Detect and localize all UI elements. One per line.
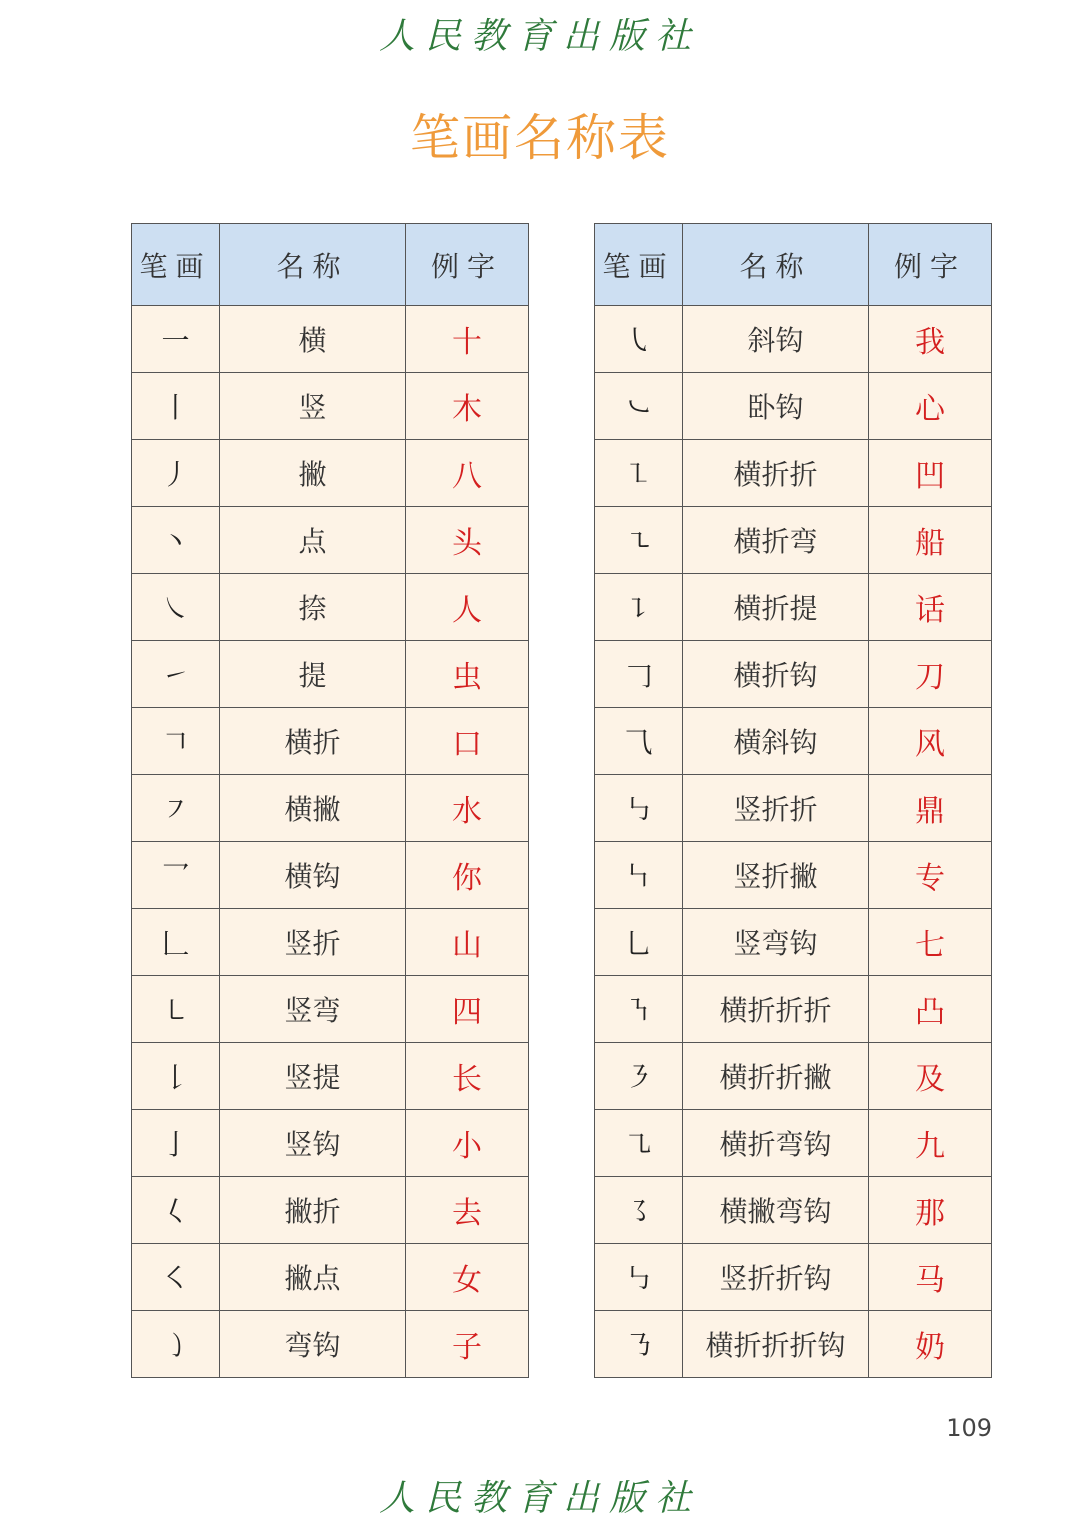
stroke-name: 横折 [220,708,406,775]
stroke-glyph: ㇡ [595,1311,683,1378]
example-character: 我 [869,306,992,373]
stroke-glyph: 丨 [132,373,220,440]
stroke-glyph: ㇏ [132,574,220,641]
example-character: 八 [406,440,529,507]
stroke-name: 竖弯钩 [683,909,869,976]
table-row [132,775,529,842]
stroke-glyph: ㇀ [132,641,220,708]
stroke-name: 横折提 [683,574,869,641]
page-number: 109 [946,1414,992,1442]
stroke-name: 横折折折钩 [683,1311,869,1378]
publisher-logo-bottom: 人民教育出版社 [378,1478,701,1519]
stroke-name: 横折折折 [683,976,869,1043]
stroke-name: 竖钩 [220,1110,406,1177]
stroke-glyph: ㇍ [595,507,683,574]
example-character: 虫 [406,641,529,708]
header-stroke: 笔画 [595,224,683,306]
example-character: 木 [406,373,529,440]
table-row [595,708,992,775]
header-example: 例字 [869,224,992,306]
table-row [595,1177,992,1244]
table-row [595,574,992,641]
stroke-name: 横钩 [220,842,406,909]
stroke-name: 卧钩 [683,373,869,440]
stroke-name: 斜钩 [683,306,869,373]
example-character: 女 [406,1244,529,1311]
example-character: 凹 [869,440,992,507]
stroke-glyph: 𠃍 [132,708,220,775]
stroke-name: 横 [220,306,406,373]
example-character: 去 [406,1177,529,1244]
stroke-glyph: ㇎ [595,976,683,1043]
stroke-glyph: ㇞ [595,842,683,909]
stroke-glyph: ㇉ [595,775,683,842]
stroke-name: 横撇弯钩 [683,1177,869,1244]
stroke-name: 横折钩 [683,641,869,708]
stroke-name: 捺 [220,574,406,641]
stroke-glyph: ㇇ [132,775,220,842]
example-character: 人 [406,574,529,641]
example-character: 奶 [869,1311,992,1378]
example-character: 十 [406,306,529,373]
table-row [132,1311,529,1378]
stroke-glyph: ㇌ [595,1177,683,1244]
table-row [132,641,529,708]
table-row [595,1043,992,1110]
example-character: 你 [406,842,529,909]
example-character: 水 [406,775,529,842]
publisher-logo-top: 人民教育出版社 [378,16,701,57]
stroke-table-left [131,223,529,1378]
example-character: 四 [406,976,529,1043]
table-row [132,1244,529,1311]
table-row [132,440,529,507]
stroke-name: 撇折 [220,1177,406,1244]
stroke-glyph: ⺄ [595,708,683,775]
table-row [595,641,992,708]
table-row [132,708,529,775]
stroke-name: 竖折 [220,909,406,976]
example-character: 心 [869,373,992,440]
example-character: 头 [406,507,529,574]
table-row [595,1110,992,1177]
table-header-row [595,224,992,306]
example-character: 七 [869,909,992,976]
example-character: 山 [406,909,529,976]
example-character: 船 [869,507,992,574]
stroke-glyph: 乛 [132,842,220,909]
table-row [595,440,992,507]
example-character: 小 [406,1110,529,1177]
stroke-name: 横折折 [683,440,869,507]
stroke-name: 竖弯 [220,976,406,1043]
stroke-name: 点 [220,507,406,574]
table-row [132,1177,529,1244]
stroke-glyph: 一 [132,306,220,373]
example-character: 鼎 [869,775,992,842]
example-character: 口 [406,708,529,775]
stroke-name: 撇 [220,440,406,507]
header-example: 例字 [406,224,529,306]
stroke-name: 弯钩 [220,1311,406,1378]
stroke-glyph: ㇋ [595,1043,683,1110]
stroke-glyph: 亅 [132,1110,220,1177]
stroke-name: 竖 [220,373,406,440]
stroke-glyph: ㇁ [132,1311,220,1378]
stroke-glyph: 𠄌 [132,1043,220,1110]
stroke-glyph: 𡿨 [132,1177,220,1244]
stroke-name: 提 [220,641,406,708]
table-row [132,373,529,440]
table-row [132,574,529,641]
example-character: 那 [869,1177,992,1244]
example-character: 子 [406,1311,529,1378]
header-stroke: 笔画 [132,224,220,306]
table-row [132,507,529,574]
stroke-name: 撇点 [220,1244,406,1311]
table-row [595,507,992,574]
table-row [132,909,529,976]
stroke-name: 横斜钩 [683,708,869,775]
table-row [595,306,992,373]
stroke-glyph: ㇃ [595,373,683,440]
table-row [595,842,992,909]
example-character: 专 [869,842,992,909]
table-header-row [132,224,529,306]
stroke-glyph: ㇊ [595,574,683,641]
stroke-glyph: 𠃌 [595,641,683,708]
table-row [595,1311,992,1378]
table-row [132,1110,529,1177]
table-row [595,775,992,842]
stroke-name: 横折弯 [683,507,869,574]
table-row [132,842,529,909]
stroke-glyph: ㇂ [595,306,683,373]
example-character: 及 [869,1043,992,1110]
table-row [132,306,529,373]
stroke-glyph: 丿 [132,440,220,507]
example-character: 九 [869,1110,992,1177]
example-character: 长 [406,1043,529,1110]
stroke-name: 横折折撇 [683,1043,869,1110]
table-row [132,976,529,1043]
stroke-glyph: 𠃊 [132,909,220,976]
stroke-name: 竖提 [220,1043,406,1110]
table-row [595,976,992,1043]
page-title: 笔画名称表 [410,109,670,167]
header-name: 名称 [683,224,869,306]
stroke-glyph: ㇉ [595,1244,683,1311]
table-row [595,373,992,440]
stroke-glyph: 乚 [595,909,683,976]
header-name: 名称 [220,224,406,306]
stroke-glyph: ㇅ [595,440,683,507]
example-character: 刀 [869,641,992,708]
example-character: 风 [869,708,992,775]
example-character: 话 [869,574,992,641]
stroke-name: 横撇 [220,775,406,842]
table-row [595,909,992,976]
stroke-name: 竖折折钩 [683,1244,869,1311]
stroke-name: 竖折撇 [683,842,869,909]
example-character: 马 [869,1244,992,1311]
table-row [132,1043,529,1110]
stroke-glyph: ㇛ [132,1244,220,1311]
stroke-name: 竖折折 [683,775,869,842]
stroke-glyph: 丶 [132,507,220,574]
stroke-name: 横折弯钩 [683,1110,869,1177]
stroke-glyph: ㇈ [595,1110,683,1177]
stroke-table-right [594,223,992,1378]
stroke-glyph: ㇄ [132,976,220,1043]
example-character: 凸 [869,976,992,1043]
table-row [595,1244,992,1311]
